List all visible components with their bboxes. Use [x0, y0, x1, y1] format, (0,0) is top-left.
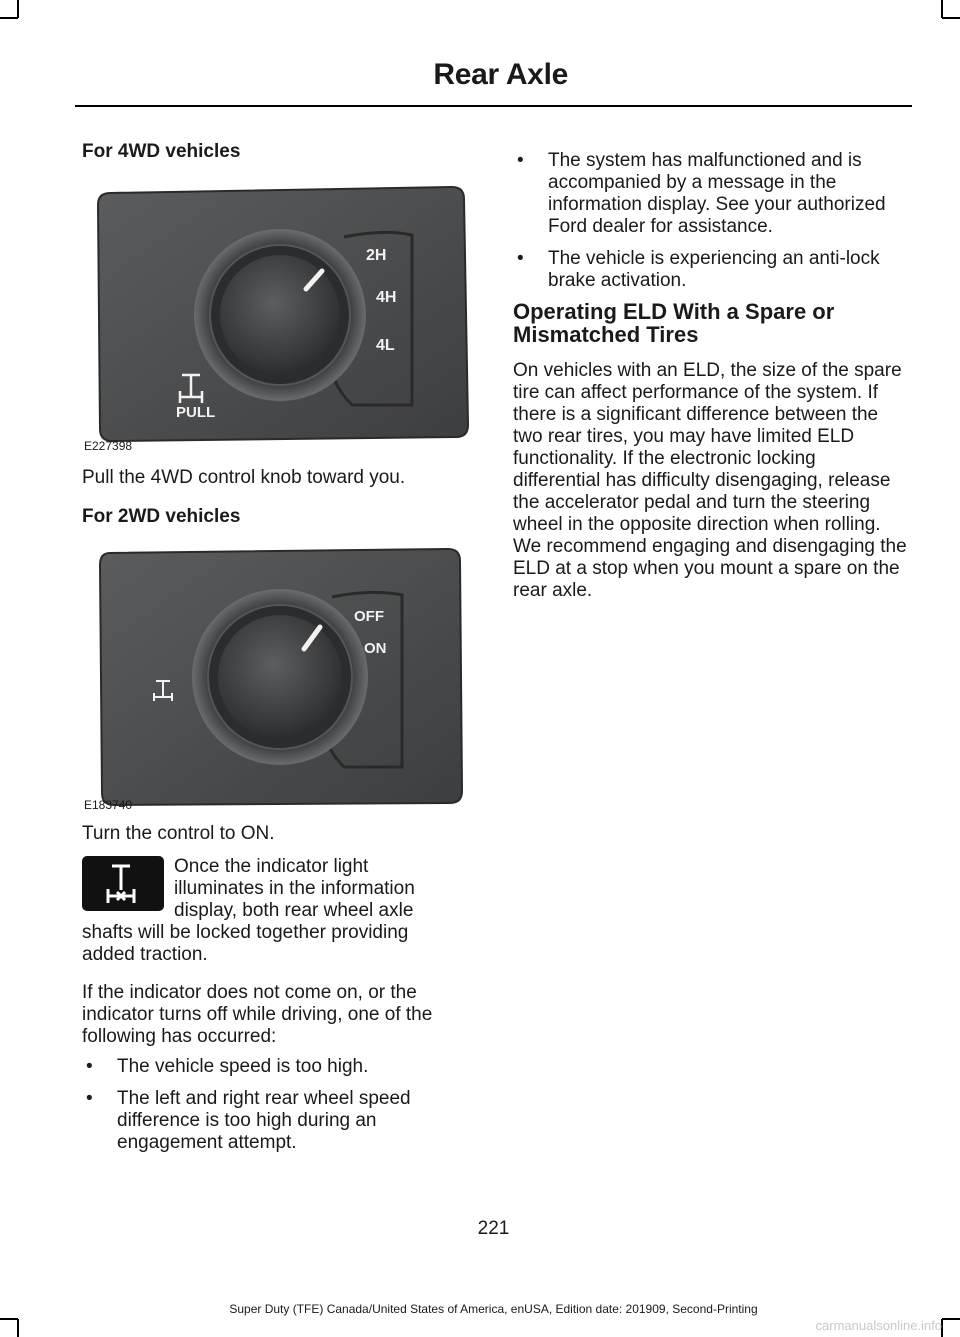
4wd-control-illustration [82, 185, 472, 455]
failure-list-left [82, 1056, 477, 1164]
indicator-text-line: display, both rear wheel axle [174, 900, 414, 921]
figure-id: E183740 [84, 798, 133, 812]
crop-mark [942, 17, 960, 19]
crop-mark [17, 1319, 19, 1337]
pull-instruction: Pull the 4WD control knob toward you. [82, 467, 406, 488]
list-item: • The vehicle speed is too high. [82, 1056, 477, 1078]
heading-4wd: For 4WD vehicles [82, 141, 241, 162]
mode-label-off: OFF [354, 608, 384, 625]
section-heading: Operating ELD With a Spare or Mismatched Tires [513, 299, 835, 347]
page-number: 221 [477, 1218, 510, 1239]
failure-list-right [513, 150, 913, 302]
figure-id: E227398 [84, 439, 133, 453]
list-item: • The system has malfunctioned and is accompanied by a message in the information display. See your authorized Ford dealer for assistance. [513, 150, 913, 238]
crop-mark [942, 1318, 960, 1320]
page-title: Rear Axle [433, 58, 568, 91]
crop-mark [0, 17, 18, 19]
heading-2wd: For 2WD vehicles [82, 506, 241, 527]
indicator-text-line: shafts will be locked together providing [82, 922, 409, 943]
elocker-control-illustration [82, 545, 472, 815]
mode-label-on: ON [364, 640, 387, 657]
turn-instruction: Turn the control to ON. [82, 823, 275, 844]
crop-mark [941, 0, 943, 18]
failure-intro: If the indicator does not come on, or the indicator turns off while driving, one of the following has occurred: [82, 982, 433, 1047]
eld-body-text: On vehicles with an ELD, the size of the spare tire can affect performance of the system. If there is a significant difference between the two rear tires, you may have limited ELD functionality. If the electronic locking differential has difficulty disengaging, release the accelerator pedal and turn the steering wheel in the opposite direction when rolling. We recommend engaging and disengaging the ELD at a stop when you mount a spare on the rear axle. [513, 360, 907, 601]
mode-label-2h: 2H [366, 247, 387, 264]
elocker-indicator-icon [82, 856, 164, 911]
figure-4wd-control [82, 185, 472, 455]
crop-mark [17, 0, 19, 18]
header-divider [75, 105, 912, 107]
mode-label-4h: 4H [376, 289, 397, 306]
list-item: • The left and right rear wheel speed difference is too high during an engagement attempt. [82, 1088, 477, 1154]
indicator-text-line: illuminates in the information [174, 878, 415, 899]
figure-2wd-control [82, 545, 472, 815]
list-item: • The vehicle is experiencing an anti-lock brake activation. [513, 248, 913, 292]
indicator-text-line: added traction. [82, 944, 208, 965]
crop-mark [0, 1318, 18, 1320]
edition-footer: Super Duty (TFE) Canada/United States of America, enUSA, Edition date: 201909, Second-Printing [229, 1302, 758, 1316]
pull-label: PULL [176, 404, 216, 421]
mode-label-4l: 4L [376, 337, 395, 354]
watermark: carmanualsonline.info [815, 1318, 942, 1333]
indicator-text-line: Once the indicator light [174, 856, 369, 877]
left-column [82, 140, 477, 164]
